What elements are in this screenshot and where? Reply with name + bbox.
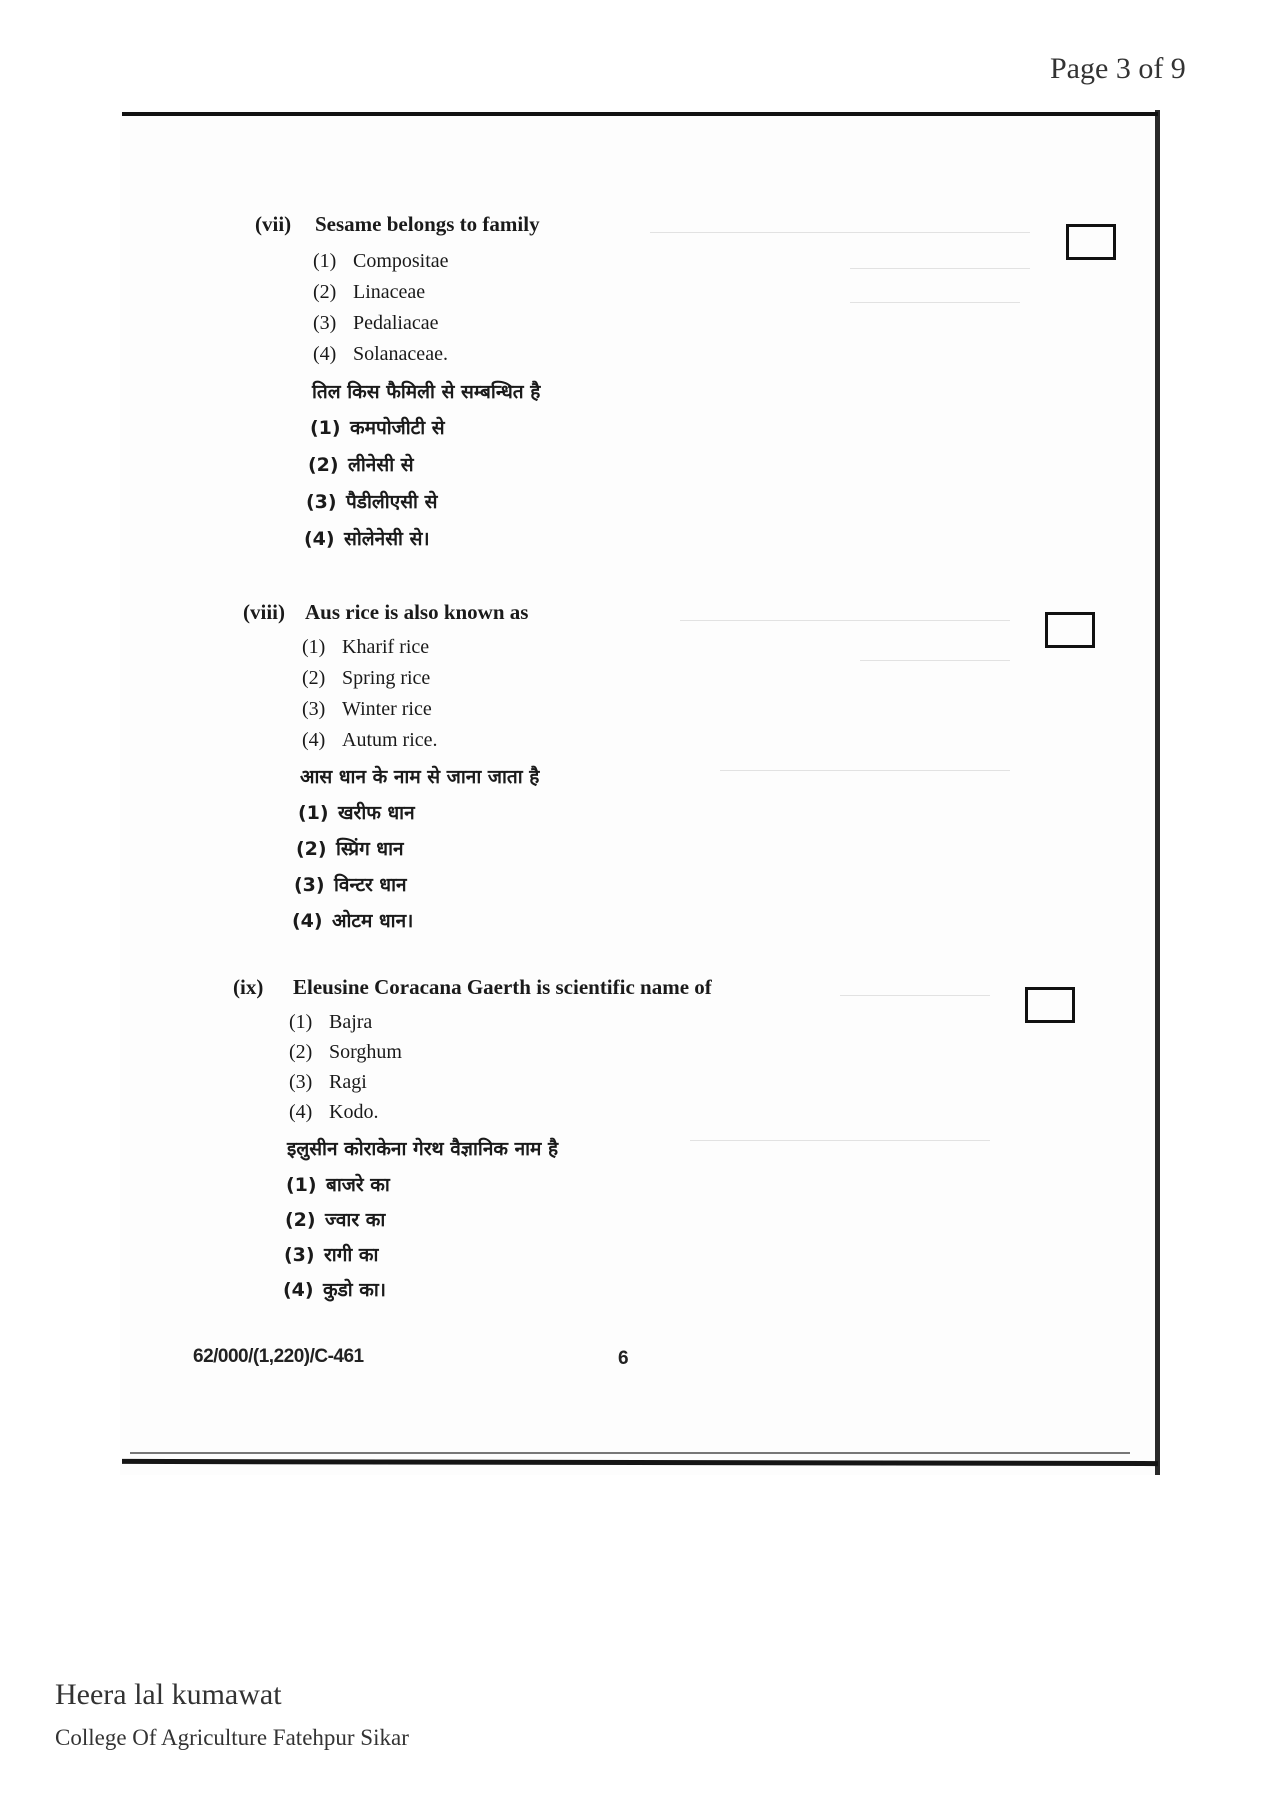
answer-box[interactable] <box>1045 612 1095 648</box>
hindi-option-1 <box>298 799 415 825</box>
option-number: (2) <box>285 1209 316 1231</box>
option-3 <box>302 698 432 721</box>
option-text: Bajra <box>329 1011 373 1033</box>
option-number: (3) <box>294 874 325 896</box>
option-text: Ragi <box>329 1071 367 1093</box>
option-number: (3) <box>284 1244 315 1266</box>
hindi-option-3 <box>306 488 437 514</box>
option-number: (4) <box>283 1279 314 1301</box>
question-text-hindi: इलुसीन कोराकेना गेरथ वैज्ञानिक नाम है <box>287 1138 559 1160</box>
option-text: Pedaliacae <box>353 312 439 334</box>
option-4 <box>313 343 448 366</box>
option-number: (4) <box>292 910 323 932</box>
option-text: खरीफ धान <box>338 802 415 824</box>
option-3 <box>289 1071 367 1094</box>
option-4 <box>302 729 438 752</box>
option-text: पैडीलीएसी से <box>346 491 438 513</box>
option-number: (2) <box>296 838 327 860</box>
option-text: Spring rice <box>342 667 431 689</box>
option-number: (4) <box>313 343 337 365</box>
hindi-option-2 <box>308 451 414 477</box>
bleed-through-line <box>860 660 1010 661</box>
option-3 <box>313 312 439 335</box>
question-text: Eleusine Coracana Gaerth is scientific name of <box>293 975 712 999</box>
hindi-option-4 <box>304 525 430 551</box>
option-1 <box>302 636 429 659</box>
hindi-option-3 <box>294 871 407 897</box>
bleed-through-line <box>840 995 990 996</box>
scan-page-number: 6 <box>618 1348 629 1369</box>
option-text: Sorghum <box>329 1041 402 1063</box>
option-text: Winter rice <box>342 698 432 720</box>
hindi-option-4 <box>292 907 413 933</box>
option-number: (1) <box>313 250 337 272</box>
college-name: College Of Agriculture Fatehpur Sikar <box>55 1725 409 1750</box>
option-1 <box>313 250 449 273</box>
bleed-through-line <box>680 620 1010 621</box>
option-number: (3) <box>313 312 337 334</box>
option-text: ओटम धान। <box>332 910 414 932</box>
option-text: Linaceae <box>353 281 426 303</box>
option-number: (1) <box>310 417 341 439</box>
bottom-rule-shadow <box>130 1452 1130 1454</box>
author-name: Heera lal kumawat <box>55 1678 282 1711</box>
option-text: कमपोजीटी से <box>350 417 445 439</box>
bleed-through-line <box>720 770 1010 771</box>
option-text: ज्वार का <box>325 1209 386 1231</box>
option-text: Solanaceae. <box>353 343 448 365</box>
option-text: रागी का <box>324 1244 379 1266</box>
option-number: (3) <box>302 698 326 720</box>
option-number: (3) <box>306 491 337 513</box>
question-text: Aus rice is also known as <box>305 600 529 624</box>
option-text: कुडो का। <box>323 1279 387 1301</box>
question-text: Sesame belongs to family <box>315 212 540 236</box>
option-text: विन्टर धान <box>334 874 407 896</box>
option-number: (2) <box>289 1041 313 1063</box>
option-4 <box>289 1101 378 1124</box>
hindi-option-1 <box>310 414 445 440</box>
option-text: सोलेनेसी से। <box>344 528 430 550</box>
option-2 <box>302 667 430 690</box>
option-text: बाजरे का <box>326 1174 390 1196</box>
hindi-option-2 <box>296 835 404 861</box>
bleed-through-line <box>850 268 1030 269</box>
option-number: (2) <box>308 454 339 476</box>
bleed-through-line <box>690 1140 990 1141</box>
hindi-option-4 <box>283 1276 386 1302</box>
question-number: (viii) <box>243 600 285 624</box>
question-text-hindi: आस धान के नाम से जाना जाता है <box>300 766 540 788</box>
answer-box[interactable] <box>1025 987 1075 1023</box>
option-text: स्प्रिंग धान <box>336 838 404 860</box>
option-2 <box>313 281 425 304</box>
option-text: Autum rice. <box>342 729 438 751</box>
option-number: (2) <box>302 667 326 689</box>
option-text: Compositae <box>353 250 449 272</box>
question-number: (ix) <box>233 975 264 999</box>
option-number: (4) <box>289 1101 313 1123</box>
bleed-through-line <box>850 302 1020 303</box>
option-text: Kodo. <box>329 1101 379 1123</box>
hindi-option-1 <box>286 1171 390 1197</box>
option-text: लीनेसी से <box>348 454 414 476</box>
hindi-option-3 <box>284 1241 378 1267</box>
option-number: (4) <box>304 528 335 550</box>
option-number: (1) <box>298 802 329 824</box>
option-number: (1) <box>289 1011 313 1033</box>
question-text-hindi: तिल किस फैमिली से सम्बन्धित है <box>312 381 541 403</box>
answer-box[interactable] <box>1066 224 1116 260</box>
option-number: (3) <box>289 1071 313 1093</box>
option-1 <box>289 1011 372 1034</box>
page-number: Page 3 of 9 <box>1050 52 1186 85</box>
top-rule <box>122 112 1158 116</box>
paper-code: 62/000/(1,220)/C-461 <box>193 1346 364 1367</box>
question-number: (vii) <box>255 212 292 236</box>
option-text: Kharif rice <box>342 636 430 658</box>
scanned-exam-page <box>120 110 1160 1475</box>
option-number: (1) <box>302 636 326 658</box>
option-number: (1) <box>286 1174 317 1196</box>
option-2 <box>289 1041 402 1064</box>
option-number: (4) <box>302 729 326 751</box>
hindi-option-2 <box>285 1206 385 1232</box>
option-number: (2) <box>313 281 337 303</box>
bleed-through-line <box>650 232 1030 233</box>
